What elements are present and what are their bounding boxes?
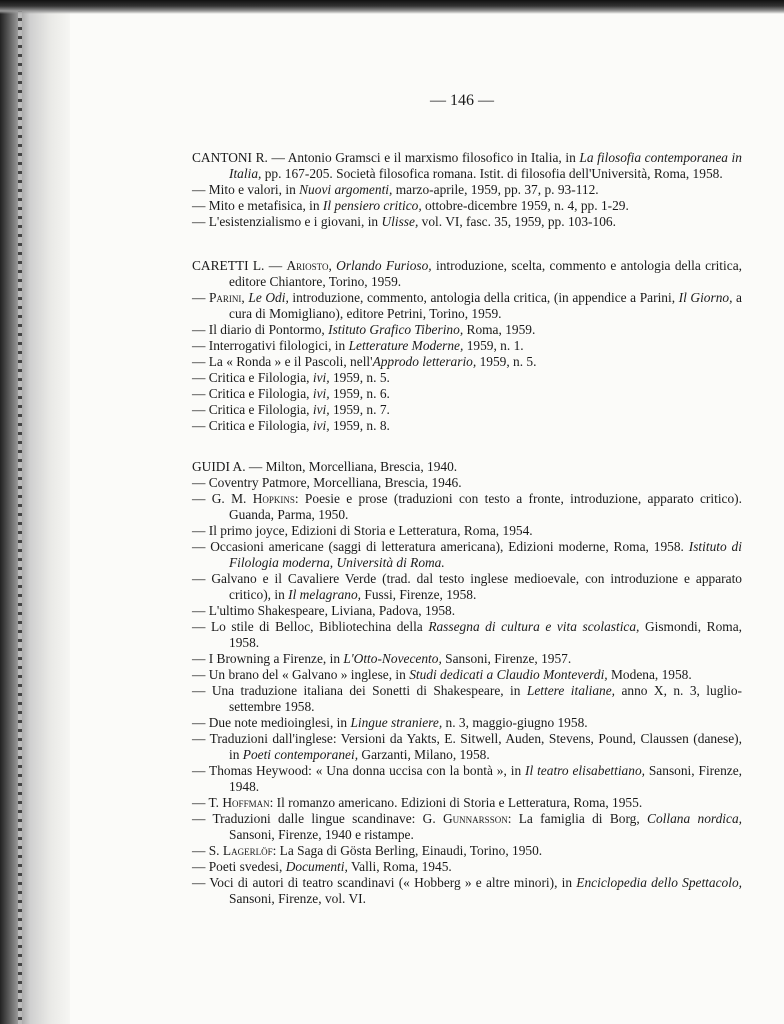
bibliography-entry <box>192 859 742 875</box>
title-italic: L'Otto-Novecento, <box>343 651 442 666</box>
bibliography-entry <box>192 843 742 859</box>
bibliography-entry <box>192 182 742 198</box>
entry-text: n. 3, maggio-giugno 1958. <box>442 715 588 730</box>
bibliography-entry <box>192 258 742 290</box>
bibliography-entry <box>192 667 742 683</box>
bibliography-entry <box>192 402 742 418</box>
title-italic: ivi, <box>312 386 330 401</box>
bibliography-author-section <box>192 150 742 230</box>
bibliography-entry <box>192 603 742 619</box>
bibliography-entry <box>192 459 742 475</box>
entry-text: Sansoni, Firenze, vol. VI. <box>229 891 366 906</box>
name-small-caps: Gunnarsson <box>443 811 508 826</box>
bibliography-entry <box>192 214 742 230</box>
entry-text: : La Saga di Gösta Berling, Einaudi, Torino, 1950. <box>272 843 543 858</box>
bibliography-entry <box>192 731 742 763</box>
entry-text: — Traduzioni dalle lingue scandinave: G. <box>192 811 444 826</box>
title-italic: Nuovi argomenti, <box>299 182 393 197</box>
entry-text: introduzione, scelta, commento e antologia della critica, editore Chiantore, Torino, 1959. <box>229 258 742 289</box>
entry-text: : Poesie e prose (traduzioni con testo a fronte, introduzione, apparato critico). Guanda, Parma, 1950. <box>229 491 742 522</box>
entry-text: Gismondi, Roma, 1958. <box>229 619 743 650</box>
name-small-caps: Lagerlöf <box>222 843 273 858</box>
entry-text: — I Browning a Firenze, in <box>192 651 344 666</box>
entry-text: — S. <box>192 843 223 858</box>
entry-text: — Critica e Filologia, <box>192 370 313 385</box>
bibliography-entry <box>192 150 742 182</box>
entry-text: — Galvano e il Cavaliere Verde (trad. dal testo inglese medioevale, con introduzione e apparato critico), in <box>192 571 742 602</box>
title-italic: Letterature Moderne, <box>348 338 464 353</box>
title-italic: Approdo letterario, <box>372 354 477 369</box>
entry-text: 1959, n. 7. <box>329 402 390 417</box>
entry-text: marzo-aprile, 1959, pp. 37, p. 93-112. <box>392 182 599 197</box>
entry-text: — Due note medioinglesi, in <box>192 715 351 730</box>
entry-text: — Coventry Patmore, Morcelliana, Brescia, 1946. <box>192 475 462 490</box>
entry-text: anno X, n. 3, luglio-settembre 1958. <box>229 683 742 714</box>
bibliography <box>192 150 742 935</box>
entry-text: — Critica e Filologia, <box>192 418 313 433</box>
entry-text: — Il primo joyce, Edizioni di Storia e Letteratura, Roma, 1954. <box>192 523 533 538</box>
name-small-caps: Ariosto, <box>286 258 332 273</box>
title-italic: La filosofia contemporanea in Italia, <box>229 150 742 181</box>
entry-text: ottobre-dicembre 1959, n. 4, pp. 1-29. <box>421 198 629 213</box>
entry-text: — Traduzioni dall'inglese: Versioni da Yakts, E. Sitwell, Auden, Stevens, Pound, Claussen (danese), in <box>192 731 742 762</box>
bibliography-entry <box>192 475 742 491</box>
entry-text: Sansoni, Firenze, 1948. <box>229 763 742 794</box>
entry-text: — Voci di autori di teatro scandinavi (« Hobberg » e altre minori), in <box>192 875 577 890</box>
bibliography-entry <box>192 795 742 811</box>
entry-text: — Il diario di Pontormo, <box>192 322 329 337</box>
entry-text: GUIDI A. — Milton, Morcelliana, Brescia, 1940. <box>192 459 458 474</box>
scan-top-edge <box>0 0 784 14</box>
bibliography-entry <box>192 418 742 434</box>
bibliography-entry <box>192 683 742 715</box>
entry-text: a cura di Momigliano), editore Petrini, Torino, 1959. <box>229 290 742 321</box>
entry-text: Roma, 1959. <box>463 322 536 337</box>
entry-text: 1959, n. 1. <box>463 338 524 353</box>
bibliography-entry <box>192 386 742 402</box>
title-italic: Istituto di Filologia moderna, Università di Roma. <box>229 539 742 570</box>
entry-text: 1959, n. 5. <box>476 354 537 369</box>
entry-text: — G. M. <box>192 491 253 506</box>
bibliography-entry <box>192 354 742 370</box>
entry-text: Modena, 1958. <box>607 667 692 682</box>
entry-text: — Thomas Heywood: « Una donna uccisa con la bontà », in <box>192 763 526 778</box>
title-italic: Studi dedicati a Claudio Monteverdi, <box>409 667 608 682</box>
entry-text: — Mito e metafisica, in <box>192 198 323 213</box>
entry-text: : Il romanzo americano. Edizioni di Storia e Letteratura, Roma, 1955. <box>269 795 643 810</box>
entry-text: introduzione, commento, antologia della critica, (in appendice a Parini, <box>288 290 679 305</box>
entry-text: — <box>192 290 209 305</box>
title-italic: ivi, <box>312 370 330 385</box>
entry-text: — La « Ronda » e il Pascoli, nell' <box>192 354 373 369</box>
entry-text: — Critica e Filologia, <box>192 402 313 417</box>
bibliography-entry <box>192 715 742 731</box>
entry-text: 1959, n. 5. <box>329 370 390 385</box>
entry-text: Valli, Roma, 1945. <box>347 859 452 874</box>
bibliography-entry <box>192 491 742 523</box>
title-italic: Rassegna di cultura e vita scolastica, <box>428 619 640 634</box>
title-italic: Il Giorno, <box>678 290 733 305</box>
entry-text: — Critica e Filologia, <box>192 386 313 401</box>
title-italic: Il teatro elisabettiano, <box>525 763 645 778</box>
entry-text: : La famiglia di Borg, <box>507 811 648 826</box>
entry-text: Sansoni, Firenze, 1957. <box>441 651 572 666</box>
entry-text: pp. 167-205. Società filosofica romana. Istit. di filosofia dell'Università, Roma, 1958. <box>261 166 723 181</box>
entry-text: — Occasioni americane (saggi di letteratura americana), Edizioni moderne, Roma, 1958. <box>192 539 689 554</box>
title-italic: Istituto Grafico Tiberino, <box>328 322 464 337</box>
entry-text: Fussi, Firenze, 1958. <box>361 587 477 602</box>
entry-text: — Una traduzione italiana dei Sonetti di Shakespeare, in <box>192 683 527 698</box>
title-italic: Lettere italiane, <box>526 683 616 698</box>
bibliography-entry <box>192 539 742 571</box>
bibliography-entry <box>192 338 742 354</box>
entry-text: — Un brano del « Galvano » inglese, in <box>192 667 410 682</box>
entry-text: — T. <box>192 795 223 810</box>
bibliography-entry <box>192 198 742 214</box>
bibliography-entry <box>192 875 742 907</box>
entry-text: Sansoni, Firenze, 1940 e ristampe. <box>229 827 414 842</box>
title-italic: Orlando Furioso, <box>336 258 432 273</box>
bibliography-entry <box>192 811 742 843</box>
scan-binding-edge <box>0 0 70 1024</box>
title-italic: Enciclopedia dello Spettacolo, <box>576 875 742 890</box>
title-italic: Lingue straniere, <box>350 715 443 730</box>
title-italic: Il pensiero critico, <box>322 198 422 213</box>
title-italic: Poeti contemporanei, <box>242 747 359 762</box>
name-small-caps: Hopkins <box>252 491 295 506</box>
entry-text: 1959, n. 8. <box>329 418 390 433</box>
entry-text: — Interrogativi filologici, in <box>192 338 349 353</box>
entry-text: CANTONI R. — Antonio Gramsci e il marxismo filosofico in Italia, in <box>192 150 580 165</box>
bibliography-entry <box>192 619 742 651</box>
entry-text: Garzanti, Milano, 1958. <box>358 747 490 762</box>
title-italic: ivi, <box>312 402 330 417</box>
title-italic: Le Odi, <box>248 290 289 305</box>
bibliography-author-section <box>192 459 742 907</box>
bibliography-entry <box>192 370 742 386</box>
entry-text: CARETTI L. — <box>192 258 287 273</box>
title-italic: Ulisse, <box>381 214 419 229</box>
entry-text: — Lo stile di Belloc, Bibliotechina della <box>192 619 429 634</box>
entry-text: 1959, n. 6. <box>329 386 390 401</box>
bibliography-entry <box>192 322 742 338</box>
name-small-caps: Hoffman <box>222 795 270 810</box>
page-number: — 146 — <box>430 92 494 109</box>
bibliography-entry <box>192 571 742 603</box>
entry-text: — Mito e valori, in <box>192 182 300 197</box>
bibliography-entry <box>192 763 742 795</box>
bibliography-entry <box>192 290 742 322</box>
title-italic: Documenti, <box>285 859 348 874</box>
entry-text: — Poeti svedesi, <box>192 859 286 874</box>
title-italic: Collana nordica, <box>647 811 743 826</box>
entry-text: — L'ultimo Shakespeare, Liviana, Padova, 1958. <box>192 603 456 618</box>
title-italic: Il melagrano, <box>288 587 362 602</box>
title-italic: ivi, <box>312 418 330 433</box>
entry-text: vol. VI, fasc. 35, 1959, pp. 103-106. <box>418 214 616 229</box>
name-small-caps: Parini, <box>208 290 245 305</box>
entry-text: — L'esistenzialismo e i giovani, in <box>192 214 382 229</box>
bibliography-author-section <box>192 258 742 434</box>
bibliography-entry <box>192 651 742 667</box>
bibliography-entry <box>192 523 742 539</box>
